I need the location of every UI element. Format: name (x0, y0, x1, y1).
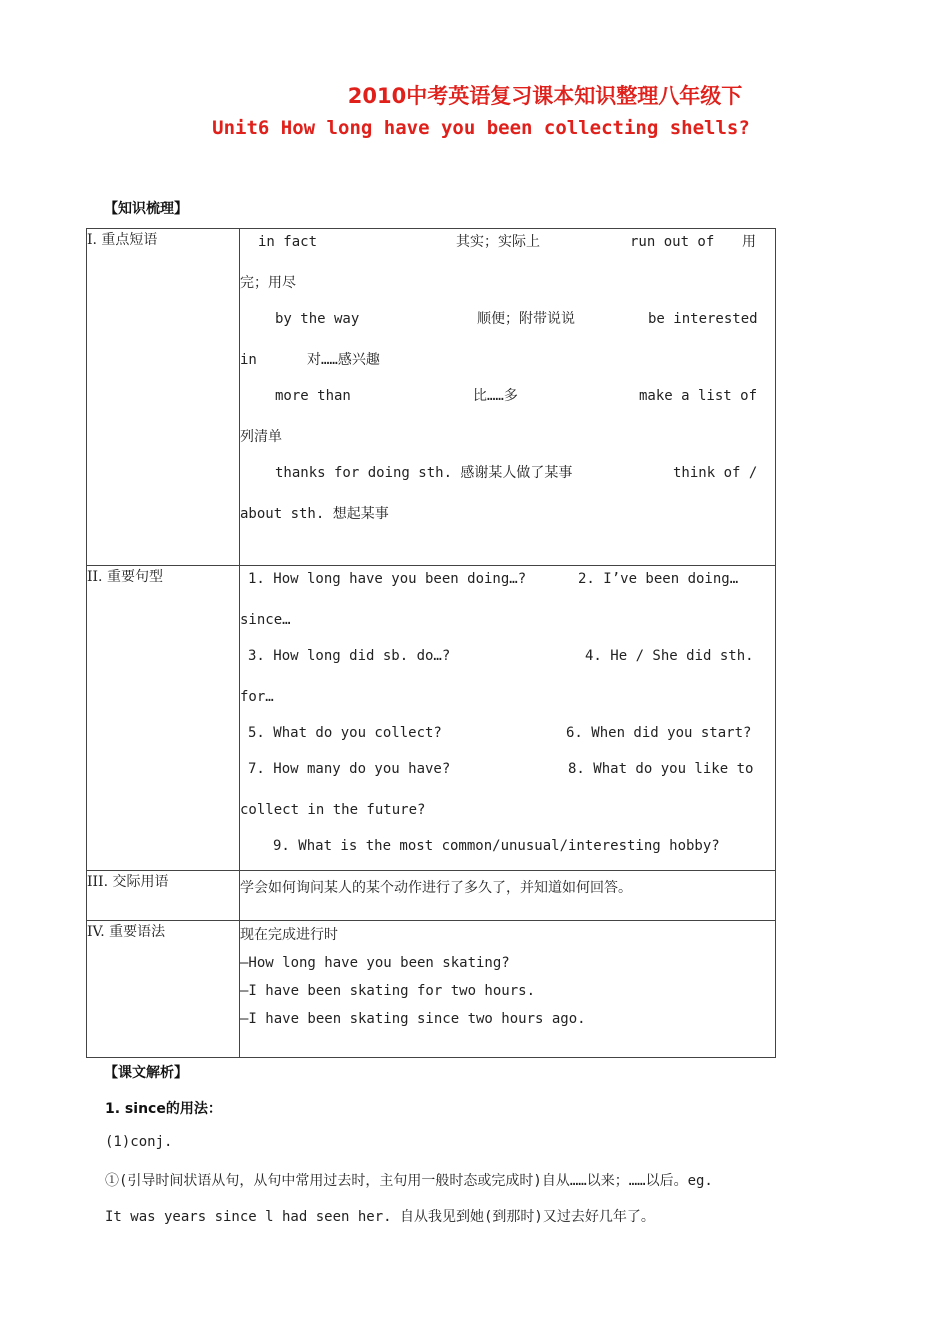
phrase: by the way (275, 311, 360, 327)
phrase-meaning: 比……多 (473, 388, 518, 404)
table-row-phrases (87, 229, 776, 566)
sentences-cell (240, 566, 776, 871)
phrase-meaning: 顺便；附带说说 (477, 311, 575, 327)
sentence-pattern: 5. What do you collect? (248, 725, 442, 741)
phrase-meaning: 列清单 (240, 429, 282, 445)
table-row-grammar (87, 921, 776, 1058)
document-title: 2010中考英语复习课本知识整理八年级下 (347, 84, 743, 108)
unit-title: Unit6 How long have you been collecting shells? (212, 117, 750, 139)
phrase: in (240, 352, 257, 368)
sentence-pattern: since… (240, 612, 291, 628)
section-heading-text-analysis: 【课文解析】 (104, 1065, 188, 1081)
phrase: more than (275, 388, 351, 404)
sentence-pattern: 4. He / She did sth. (585, 648, 754, 664)
sentence-pattern: 1. How long have you been doing…? (248, 571, 527, 587)
sentence-pattern: collect in the future? (240, 802, 426, 818)
phrases-cell (240, 229, 776, 566)
sentence-pattern: 9. What is the most common/unusual/interesting hobby? (273, 838, 720, 854)
section-heading-knowledge: 【知识梳理】 (104, 201, 188, 217)
table-row-communication (87, 871, 776, 921)
grammar-title: 现在完成进行时 (240, 927, 338, 943)
grammar-example: —I have been skating for two hours. (240, 983, 536, 999)
usage-rule: ①(引导时间状语从句，从句中常用过去时，主句用一般时态或完成时)自从……以来；……以后。eg. (105, 1173, 713, 1189)
phrase-meaning: 对……感兴趣 (307, 352, 380, 368)
sentence-pattern: 7. How many do you have? (248, 761, 451, 777)
phrase-meaning: 完；用尽 (240, 275, 296, 291)
table-row-sentences (87, 566, 776, 871)
phrase: thanks for doing sth. 感谢某人做了某事 (275, 465, 573, 481)
phrase: about sth. 想起某事 (240, 506, 389, 522)
sentence-pattern: for… (240, 689, 274, 705)
item-heading-since: 1. since的用法： (105, 1101, 222, 1117)
grammar-example: —I have been skating since two hours ago. (240, 1011, 586, 1027)
phrase: think of / (673, 465, 758, 481)
example-sentence: It was years since l had seen her. 自从我见到她(到那时)又过去好几年了。 (105, 1209, 655, 1225)
sentence-pattern: 2. I’ve been doing… (578, 571, 739, 587)
phrase-meaning: 其实；实际上 (456, 234, 540, 250)
grammar-example: —How long have you been skating? (240, 955, 510, 971)
row-label-communication: III. 交际用语 (87, 871, 240, 921)
phrase-meaning: 用 (742, 234, 756, 250)
communication-text: 学会如何询问某人的某个动作进行了多久了，并知道如何回答。 (240, 871, 776, 921)
row-label-sentences: II. 重要句型 (87, 566, 240, 871)
phrase: run out of (630, 234, 715, 250)
sentence-pattern: 6. When did you start? (566, 725, 752, 741)
row-label-grammar: IV. 重要语法 (87, 921, 240, 1058)
sentence-pattern: 3. How long did sb. do…? (248, 648, 451, 664)
grammar-cell (240, 921, 776, 1058)
row-label-phrases: I. 重点短语 (87, 229, 240, 566)
phrase: be interested (648, 311, 758, 327)
knowledge-table (86, 228, 776, 1058)
sentence-pattern: 8. What do you like to (568, 761, 754, 777)
phrase: make a list of (639, 388, 758, 404)
part-of-speech-label: (1)conj. (105, 1134, 173, 1150)
phrase: in fact (258, 234, 318, 250)
